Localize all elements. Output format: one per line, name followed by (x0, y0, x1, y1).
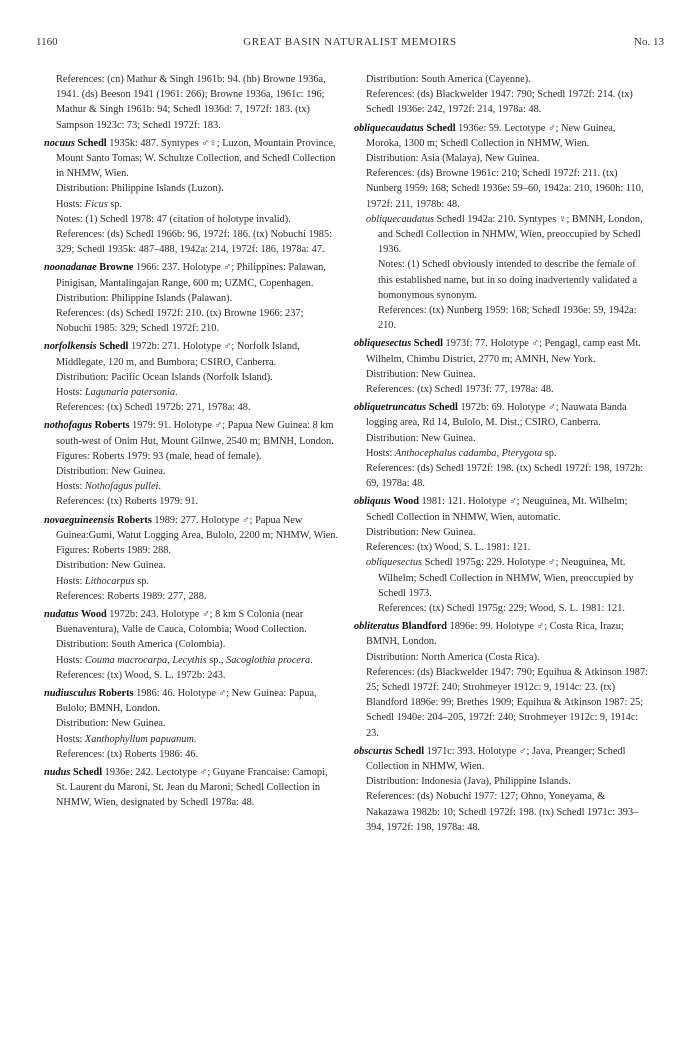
species-name: nudatus (44, 608, 79, 620)
text-segment: Distribution: Philippine Islands (Palawan). (56, 292, 233, 304)
text-segment: References: (cn) Mathur & Singh 1961b: 94. (hb) Browne 1936a, 1941. (ds) Beeson 1941 (1961: 266); Browne 1936a, 1961c: 196; Mathur & Singh 1961b: 94; Schedl 1936d: 7, 1972f: 183. (tx) Sampson 1923c: 73; Schedl 1972f: 183. (56, 74, 326, 131)
text-segment: Distribution: New Guinea. (366, 526, 476, 538)
text-segment: Distribution: New Guinea. (56, 560, 166, 572)
author-name: Roberts (116, 514, 152, 526)
page-number: 1160 (36, 36, 58, 48)
entry-detail (44, 637, 340, 652)
text-segment: sp., (206, 654, 227, 666)
entry-heading (354, 494, 650, 524)
text-segment: . (175, 387, 178, 399)
text-segment: References: (ds) Blackwelder 1947: 790; Equihua & Atkinson 1987: 25; Schedl 1972f: 240; Strohmeyer 1912c: 9, 1914c: 23. (tx) Blandford 1896e: 99; Brethes 1909; Equihua & Atkinson 1987: 25; Schedl 1940e: 204–205, 1972f: 240; Strohmeyer 1912c: 9, 1914c: 23. (366, 666, 648, 739)
text-segment: sp. (134, 575, 149, 587)
species-name: nothofagus (44, 420, 93, 432)
author-name: Blandford (401, 621, 447, 633)
author-name: Schedl (413, 338, 443, 350)
entry-detail (44, 72, 340, 133)
entry-heading (44, 418, 340, 448)
text-segment: 1973f: 77. Holotype ♂; Pengagl, camp east Mt. Wilhelm, Chimbu District, 2770 m; AMNH, New York. (366, 338, 641, 365)
text-segment: Distribution: South America (Colombia). (56, 639, 226, 651)
catalog-entry (354, 744, 650, 835)
text-segment: 1972b: 243. Holotype ♂; 8 km S Colonia (near Buenaventura), Valle de Cauca, Colombia; Wood Collection. (56, 608, 307, 636)
text-segment: Distribution: South America (Cayenne). (366, 74, 531, 85)
text-segment: References: (ds) Browne 1961c: 210; Schedl 1972f: 211. (tx) Nunberg 1959: 168; Schedl 1936e: 59–60, 1942a: 210, 1960h: 110, 1972f: 211, 1978b: 48. (366, 168, 644, 210)
running-header (36, 36, 664, 52)
text-segment: , (496, 447, 502, 459)
catalog-entry (354, 72, 650, 118)
text-segment: 1989: 277. Holotype ♂; Papua New Guinea:Gumi, Watut Logging Area, Bulolo, 2200 m; NHMW, Wien. (56, 514, 338, 541)
text-segment: References: (tx) Roberts 1979: 91. (56, 496, 199, 508)
text-segment: References: (tx) Schedl 1972b: 271, 1978a: 48. (56, 402, 251, 414)
text-segment: Distribution: New Guinea. (366, 432, 476, 444)
entry-detail (44, 400, 340, 415)
italic-text: Nothofagus pullei (84, 481, 159, 493)
italic-text: Sacoglothia procera (226, 654, 311, 666)
entry-detail (44, 479, 340, 494)
species-name: obliteratus (354, 621, 400, 633)
catalog-entry (44, 418, 340, 509)
entry-detail (44, 543, 340, 558)
entry-detail (44, 732, 340, 747)
catalog-entry (44, 513, 340, 604)
text-segment: References: (tx) Schedl 1973f: 77, 1978a: 48. (366, 384, 554, 396)
entry-detail (354, 665, 650, 741)
catalog-entry (354, 121, 650, 334)
italic-text: Lithocarpus (84, 575, 135, 587)
left-column (44, 72, 340, 814)
author-name: Schedl (426, 122, 456, 134)
catalog-entry (354, 400, 650, 491)
catalog-entry (354, 494, 650, 616)
entry-detail (354, 446, 650, 461)
entry-detail (354, 540, 650, 555)
text-segment: sp. (542, 447, 557, 459)
entry-detail (354, 789, 650, 835)
entry-detail (354, 212, 650, 258)
entry-heading (44, 686, 340, 716)
entry-heading (44, 607, 340, 637)
entry-heading (44, 260, 340, 290)
entry-detail (44, 716, 340, 731)
text-segment: Hosts: (56, 481, 85, 493)
entry-heading (44, 513, 340, 543)
journal-title: GREAT BASIN NATURALIST MEMOIRS (243, 36, 457, 48)
entry-detail (354, 72, 650, 87)
text-segment: References: (ds) Nobuchi 1977: 127; Ohno, Yoneyama, & Nakazawa 1982b: 10; Schedl 1972f: 198. (tx) Schedl 1971c: 393–394, 1972f: 198, 1978a: 48. (366, 791, 639, 833)
text-segment: Distribution: Asia (Malaya), New Guinea. (366, 153, 540, 165)
italic-text: obliquecaudatus (366, 213, 435, 225)
catalog-entry (354, 619, 650, 741)
entry-detail (354, 303, 650, 333)
text-segment: Schedl 1942a: 210. Syntypes ♀; BMNH, London, and Schedl Collection in NHMW, Wien, preoccupied by Schedl 1936. (378, 213, 643, 256)
catalog-entry (44, 686, 340, 762)
text-segment: Hosts: (56, 733, 85, 745)
text-segment: References: (ds) Schedl 1966b: 96, 1972f: 186. (tx) Nobuchi 1985: 329; Schedl 1935k: 487–488, 1942a: 214, 1972f: 186, 1978a: 47. (56, 229, 332, 256)
entry-detail (354, 431, 650, 446)
species-name: obscurus (354, 745, 393, 757)
text-segment: 1966: 237. Holotype ♂; Philippines: Palawan, Pinigisan, Mantalingajan Range, 600 m; UZMC, Copenhagen. (56, 262, 326, 289)
text-segment: . (158, 481, 161, 493)
text-segment: 1935k: 487. Syntypes ♂♀; Luzon, Mountain Province, Mount Santo Tomas; W. Schultze Collection, and Schedl Collection in NHMW, Wien. (56, 137, 336, 180)
text-segment: References: (tx) Nunberg 1959: 168; Schedl 1936e: 59, 1942a: 210. (378, 305, 637, 332)
italic-text: Xanthophyllum papuanum (84, 733, 194, 745)
italic-text: obliquesectus (366, 557, 423, 569)
text-segment: 1986: 46. Holotype ♂; New Guinea: Papua, Bulolo; BMNH, London. (56, 687, 317, 715)
issue-number: No. 13 (634, 36, 664, 48)
author-name: Browne (99, 262, 134, 274)
text-segment: , (167, 654, 173, 666)
text-segment: 1971c: 393. Holotype ♂; Java, Preanger; Schedl Collection in NHMW, Wien. (366, 745, 626, 772)
text-segment: Distribution: North America (Costa Rica). (366, 651, 540, 663)
text-segment: Notes: (1) Schedl 1978: 47 (citation of holotype invalid). (56, 213, 291, 225)
species-name: norfolkensis (44, 341, 97, 353)
entry-detail (44, 291, 340, 306)
entry-detail (354, 525, 650, 540)
text-segment: References: (ds) Schedl 1972f: 210. (tx) Browne 1966: 237; Nobuchi 1985: 329; Schedl 1972f: 210. (56, 308, 304, 335)
entry-heading (354, 619, 650, 649)
author-name: Roberts (94, 420, 130, 432)
entry-heading (44, 339, 340, 369)
entry-detail (44, 385, 340, 400)
author-name: Roberts (98, 687, 134, 699)
entry-heading (354, 400, 650, 430)
entry-detail (44, 653, 340, 668)
text-segment: Figures: Roberts 1979: 93 (male, head of female). (56, 450, 262, 462)
text-segment: Notes: (1) Schedl obviously intended to describe the female of this established name, but in so doing inadvertently validated a homonymous synonym. (378, 259, 638, 301)
species-name: obliquus (354, 496, 391, 508)
text-segment: Figures: Roberts 1989: 288. (56, 545, 171, 557)
text-segment: References: Roberts 1989: 277, 288. (56, 590, 207, 602)
species-name: novaeguineensis (44, 514, 115, 526)
entry-detail (354, 650, 650, 665)
entry-heading (44, 765, 340, 811)
text-segment: References: (ds) Blackwelder 1947: 790; Schedl 1972f: 214. (tx) Schedl 1936e: 242, 1972f: 214, 1978a: 48. (366, 89, 633, 116)
text-segment: Distribution: Philippine Islands (Luzon). (56, 183, 224, 195)
text-segment: References: (tx) Wood, S. L. 1981: 121. (366, 542, 531, 554)
author-name: Schedl (77, 137, 107, 149)
entry-detail (44, 370, 340, 385)
entry-detail (354, 166, 650, 212)
entry-detail (354, 151, 650, 166)
catalog-entry (44, 260, 340, 336)
text-segment: 1896e: 99. Holotype ♂; Costa Rica, Irazu; BMNH, London. (366, 621, 624, 648)
entry-heading (354, 121, 650, 151)
italic-text: Couma macrocarpa (84, 654, 168, 666)
entry-detail (44, 747, 340, 762)
author-name: Schedl (99, 341, 129, 353)
entry-detail (354, 257, 650, 303)
text-segment: Distribution: Indonesia (Java), Philippine Islands. (366, 776, 571, 788)
text-segment: 1981: 121. Holotype ♂; Neuguinea, Mt. Wilhelm; Schedl Collection in NHMW, Wien, automatic. (366, 496, 628, 523)
author-name: Schedl (428, 402, 458, 414)
entry-detail (44, 449, 340, 464)
text-segment: 1936e: 242. Lectotype ♂; Guyane Francaise: Camopi, St. Laurent du Maroni, St. Jean du Maroni; Schedl Collection in NHMW, Wien, designated by Schedl 1978a: 48. (56, 766, 328, 809)
text-segment: Hosts: (56, 387, 85, 399)
entry-detail (354, 601, 650, 616)
entry-heading (44, 136, 340, 182)
species-name: obliquecaudatus (354, 122, 424, 134)
entry-detail (44, 227, 340, 257)
author-name: Wood (80, 608, 107, 620)
text-segment: 1979: 91. Holotype ♂; Papua New Guinea: 8 km south-west of Onim Hut, Mount Gilnwe, 2540 m; BMNH, London. (56, 420, 334, 447)
text-segment: References: (tx) Schedl 1975g: 229; Wood, S. L. 1981: 121. (378, 602, 625, 614)
text-segment: sp. (107, 198, 123, 210)
text-segment: Hosts: (56, 198, 85, 210)
catalog-entry (44, 136, 340, 258)
author-name: Schedl (72, 766, 103, 778)
text-segment: Distribution: New Guinea. (56, 466, 166, 478)
text-segment: Hosts: (366, 447, 395, 459)
text-segment: 1972b: 69. Holotype ♂; Nauwata Banda logging area, Rd 14, Bulolo, M. Dist.; CSIRO, Canberra. (366, 402, 627, 429)
entry-detail (44, 589, 340, 604)
text-segment: References: (ds) Schedl 1972f: 198. (tx) Schedl 1972f: 198, 1972h: 69, 1978a: 48. (366, 463, 644, 490)
entry-detail (44, 668, 340, 683)
text-segment: Distribution: New Guinea. (366, 368, 476, 380)
entry-detail (354, 461, 650, 491)
catalog-entry (44, 339, 340, 415)
italic-text: Ficus (84, 198, 108, 210)
catalog-entry (44, 72, 340, 133)
text-segment: References: (tx) Wood, S. L. 1972b: 243. (56, 669, 226, 681)
entry-detail (44, 558, 340, 573)
catalog-entry (44, 765, 340, 811)
entry-detail (44, 574, 340, 589)
text-segment: Distribution: Pacific Ocean Islands (Norfolk Island). (56, 371, 273, 383)
author-name: Schedl (394, 745, 425, 757)
italic-text: Pterygota (501, 447, 543, 459)
species-name: nudus (44, 766, 71, 778)
entry-detail (354, 87, 650, 117)
entry-detail (44, 212, 340, 227)
text-segment: Hosts: (56, 654, 85, 666)
entry-detail (44, 181, 340, 196)
entry-heading (354, 336, 650, 366)
catalog-entry (354, 336, 650, 397)
text-segment: Hosts: (56, 575, 85, 587)
species-name: nudiusculus (44, 687, 97, 699)
author-name: Wood (393, 496, 419, 508)
entry-detail (44, 494, 340, 509)
text-segment: Distribution: New Guinea. (56, 718, 166, 730)
entry-detail (44, 464, 340, 479)
species-name: nocuus (44, 137, 75, 149)
catalog-entry (44, 607, 340, 683)
text-segment: References: (tx) Roberts 1986: 46. (56, 748, 199, 760)
text-segment: . (310, 654, 313, 666)
italic-text: Lecythis (172, 654, 207, 666)
species-name: obliquetruncatus (354, 402, 427, 414)
entry-heading (354, 744, 650, 774)
entry-detail (44, 306, 340, 336)
right-column (354, 72, 650, 838)
italic-text: Lagunaria patersonia (84, 387, 176, 399)
species-name: noonadanae (44, 262, 97, 274)
text-segment: . (193, 733, 197, 745)
text-segment: 1972b: 271. Holotype ♂; Norfolk Island, Middlegate, 120 m, and Bumbora; CSIRO, Canberra. (56, 341, 300, 368)
text-segment: 1936e: 59. Lectotype ♂; New Guinea, Moroka, 1300 m; Schedl Collection in NHMW, Wien. (366, 122, 616, 149)
text-segment: Schedl 1975g: 229. Holotype ♂; Neuguinea, Mt. Wilhelm; Schedl Collection in NHMW, Wien, preoccupied by Schedl 1973. (378, 557, 634, 599)
entry-detail (44, 197, 340, 212)
entry-detail (354, 382, 650, 397)
species-name: obliquesectus (354, 338, 412, 350)
entry-detail (354, 367, 650, 382)
italic-text: Anthocephalus cadamba (394, 447, 497, 459)
entry-detail (354, 774, 650, 789)
entry-detail (354, 555, 650, 601)
